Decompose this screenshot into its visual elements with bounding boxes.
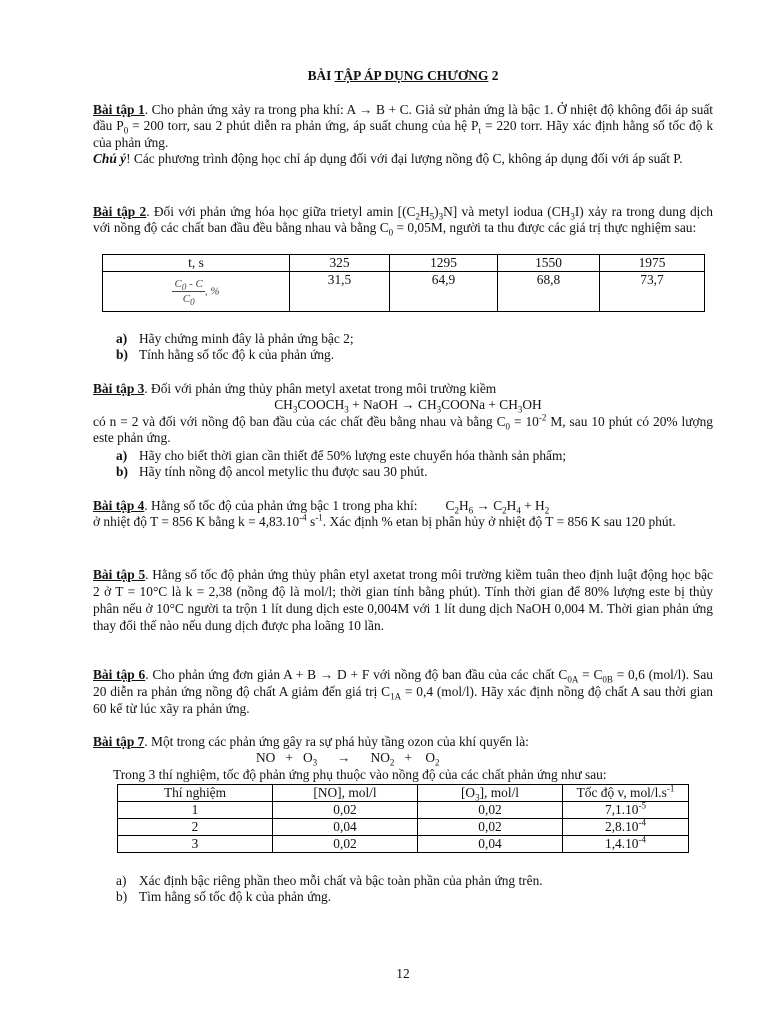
table-header: Thí nghiệm (118, 785, 273, 802)
exercise-2-items (116, 331, 713, 364)
list-item: b) Hãy tính nồng độ ancol metylic thu được sau 30 phút. (116, 464, 428, 480)
title-suffix: 2 (488, 68, 499, 83)
table-header: [NO], mol/l (273, 785, 418, 802)
exercise-4-text: Bài tập 4. Hằng số tốc độ của phản ứng bậc 1 trong pha khí: $C_2H_6 \to C_2H_4 + H_2$ (93, 498, 550, 516)
exercise-4 (93, 498, 713, 531)
table-cell: $1,4.10^{-4}$ (563, 836, 689, 853)
exercise-3 (93, 381, 713, 447)
table-cell: $2,8.10^{-4}$ (563, 819, 689, 836)
table-cell: 3 (118, 836, 273, 853)
exercise-2-text: Bài tập 2. Đối với phản ứng hóa học giữa trietyl amin $[(C_2H_5)_3N]$ và metyl iodua $(CH_3I)$ xảy ra trong dung dịch với nồng độ các chất ban đầu đều bằng nhau và bằng $C_0 = 0,05M$, người ta thu được các giá trị thực nghiệm sau: (93, 204, 713, 239)
table-header: Tốc độ v, mol/$l.s^{-1}$ (563, 785, 689, 802)
table-cell: 73,7 (600, 272, 705, 312)
table-cell: 1 (118, 802, 273, 819)
conversion-fraction: $\frac{C_0 - C}{C_0}$ (174, 278, 203, 308)
table-cell: 0,04 (273, 819, 418, 836)
table-row (118, 802, 689, 819)
table-cell: 0,02 (418, 819, 563, 836)
rate-table (117, 784, 689, 853)
exercise-3-equation: $CH_3COOCH_3$ + NaOH → $CH_3COONa + CH_3OH$ (274, 397, 542, 416)
list-item: a) Hãy cho biết thời gian cần thiết để 50% lượng este chuyển hóa thành sản phẩm; (116, 448, 567, 463)
table-cell: 2 (118, 819, 273, 836)
table-head-time: t, s (103, 255, 290, 272)
table-cell: 1975 (600, 255, 705, 272)
exercise-1-label: Bài tập 1 (93, 102, 145, 117)
list-item: b) Tìm hằng số tốc độ k của phản ứng. (116, 889, 332, 905)
exercise-3-label: Bài tập 3 (93, 381, 145, 396)
exercise-5 (93, 566, 713, 634)
table-cell: 31,5 (290, 272, 390, 312)
exercise-7-equation: NO + $O_3 \to NO_2$ + $O_2$ (256, 750, 440, 769)
title-prefix: BÀI (307, 68, 335, 83)
exercise-7-label: Bài tập 7 (93, 734, 145, 749)
table-cell: 0,04 (418, 836, 563, 853)
table-cell: 0,02 (273, 802, 418, 819)
table-row (118, 819, 689, 836)
table-header: $[O_3]$, mol/l (418, 785, 563, 802)
exercise-4-label: Bài tập 4 (93, 498, 145, 513)
exercise-6-label: Bài tập 6 (93, 667, 146, 682)
exercise-7-text-2: Trong 3 thí nghiệm, tốc độ phản ứng phụ thuộc vào nồng độ của các chất phản ứng như sau: (113, 766, 607, 782)
exercise-6 (93, 666, 713, 717)
exercise-3-text-2: có n = 2 và đối với nồng độ ban đầu của các chất đều bằng nhau và bằng $C_0 = 10^{-2}$ M, sau 10 phút có 20% lượng este phản ứng. (93, 412, 713, 446)
exercise-4-text-2: ở nhiệt độ T = 856 K bằng $k = 4,83.10^{-4}$ $s^{-1}$. Xác định % etan bị phân hủy ở nhiệt độ T = 856 K sau 120 phút. (93, 512, 676, 530)
page-title (93, 68, 713, 84)
list-item: b) Tính hằng số tốc độ k của phản ứng. (116, 347, 335, 363)
exercise-5-text: Bài tập 5. Hằng số tốc độ phản ứng thủy phân etyl axetat trong môi trường kiềm tuân theo định luật động học bậc 2 ở T = 10°C là k = 2,38 (nồng độ là mol/l; thời gian tính bằng phút). Tính thời gian để 80% lượng este bị thủy phân nếu ở 10°C người ta trộn 1 lít dung dịch este 0,004M với 1 lít dung dịch NaOH 0,004 M. Thời gian phản ứng thay đổi thế nào nếu dung dịch được pha loãng 10 lần. (93, 567, 713, 633)
table-cell: 68,8 (498, 272, 600, 312)
exercise-1-note: Chú ý! Các phương trình động học chỉ áp dụng đối với đại lượng nồng độ C, không áp dụng đối với áp suất P. (93, 151, 683, 167)
table-cell: 0,02 (273, 836, 418, 853)
table-cell: 1295 (390, 255, 498, 272)
table-cell: 1550 (498, 255, 600, 272)
table-cell: 0,02 (418, 802, 563, 819)
exercise-3-text: Bài tập 3. Đối với phản ứng thủy phân metyl axetat trong môi trường kiềm (93, 381, 497, 396)
exercise-1 (93, 102, 713, 168)
list-item: a) Hãy chứng minh đây là phản ứng bậc 2; (116, 331, 354, 346)
exercise-2-label: Bài tập 2 (93, 204, 147, 219)
title-underlined: TẬP ÁP DỤNG CHƯƠNG (334, 68, 489, 83)
exercise-5-label: Bài tập 5 (93, 567, 146, 582)
exercise-7 (93, 734, 713, 783)
exercise-1-text: Bài tập 1. Cho phản ứng xảy ra trong pha khí: A → B + C. Giả sử phản ứng là bậc 1. Ở nhiệt độ không đổi áp suất đầu $P_0 = 200$ torr, sau 2 phút diễn ra phản ứng, áp suất chung của hệ $P_t = 220$ torr. Hãy xác định hằng số tốc độ k của phản ứng. (93, 102, 714, 150)
kinetics-table (102, 254, 705, 312)
exercise-3-items (116, 448, 713, 481)
exercise-6-text: Bài tập 6. Cho phản ứng đơn giản A + B → D + F với nồng độ ban đầu của các chất $C_{0A} = C_{0B} = 0,6$ (mol/l). Sau 20 diễn ra phản ứng nồng độ chất A giảm đến giá trị $C_{1A} = 0,4$ (mol/l). Hãy xác định nồng độ chất A sau thời gian 60 kể từ lúc xãy ra phản ứng. (93, 667, 713, 716)
table-row (118, 836, 689, 853)
table-cell: 64,9 (390, 272, 498, 312)
list-item: a) Xác định bậc riêng phần theo mỗi chất và bậc toàn phần của phản ứng trên. (116, 873, 543, 888)
note-label: Chú ý (93, 151, 127, 167)
table-cell: 325 (290, 255, 390, 272)
exercise-2 (93, 204, 713, 237)
table-head-conversion: $\frac{C_0 - C}{C_0}$ , % (103, 272, 290, 312)
exercise-7-text: Bài tập 7. Một trong các phản ứng gây ra sự phá hủy tầng ozon của khí quyển là: (93, 734, 529, 749)
exercise-7-items (116, 873, 713, 906)
table-cell: $7,1.10^{-5}$ (563, 802, 689, 819)
page-number: 12 (396, 966, 410, 981)
